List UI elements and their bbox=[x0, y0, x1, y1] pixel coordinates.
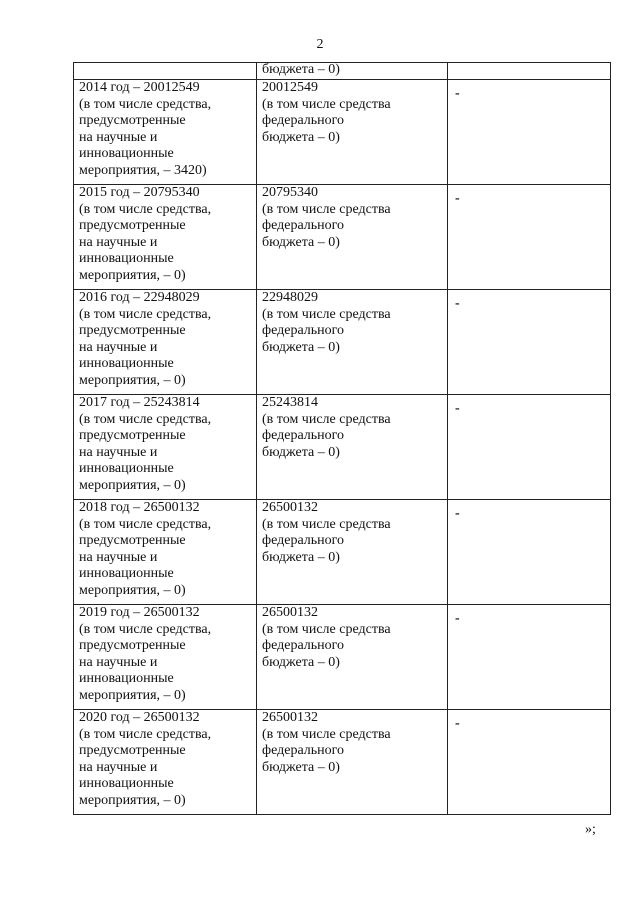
cell-line: (в том числе средства bbox=[262, 621, 391, 637]
cell-line: инновационные bbox=[79, 566, 174, 582]
table-cell-other bbox=[448, 395, 611, 500]
table-cell-year-total bbox=[74, 185, 257, 290]
cell-line: предусмотренные bbox=[79, 743, 186, 759]
cell-line: (в том числе средства, bbox=[79, 516, 212, 532]
dash-mark: - bbox=[455, 611, 460, 626]
cell-line: на научные и bbox=[79, 234, 158, 250]
cell-line: на научные и bbox=[79, 654, 158, 670]
cell-line: 2017 год – 25243814 bbox=[79, 395, 200, 410]
table-cell-other bbox=[448, 185, 611, 290]
table-cell-federal-budget bbox=[257, 710, 448, 815]
cell-line: инновационные bbox=[79, 671, 174, 687]
table-cell-federal-budget bbox=[257, 395, 448, 500]
cell-line: мероприятия, – 0) bbox=[79, 477, 186, 493]
cell-line: мероприятия, – 0) bbox=[79, 372, 186, 388]
cell-line: бюджета – 0) bbox=[262, 654, 340, 670]
cell-line: (в том числе средства bbox=[262, 201, 391, 217]
table-cell-year-total bbox=[74, 63, 257, 80]
table-cell-other bbox=[448, 63, 611, 80]
cell-line: на научные и bbox=[79, 129, 158, 145]
table-cell-other bbox=[448, 80, 611, 185]
cell-line: (в том числе средства, bbox=[79, 726, 212, 742]
table-cell-federal-budget bbox=[257, 80, 448, 185]
cell-line: (в том числе средства, bbox=[79, 411, 212, 427]
table-cell-year-total bbox=[74, 500, 257, 605]
cell-line: (в том числе средства, bbox=[79, 96, 212, 112]
cell-line: 26500132 bbox=[262, 710, 318, 725]
cell-line: 2018 год – 26500132 bbox=[79, 500, 200, 515]
cell-line: 2016 год – 22948029 bbox=[79, 290, 200, 305]
table-cell-year-total bbox=[74, 605, 257, 710]
table-cell-other bbox=[448, 605, 611, 710]
dash-mark: - bbox=[455, 86, 460, 101]
cell-line: на научные и bbox=[79, 444, 158, 460]
table-cell-other bbox=[448, 290, 611, 395]
cell-line: предусмотренные bbox=[79, 533, 186, 549]
cell-line: 20012549 bbox=[262, 80, 318, 95]
cell-line: федерального bbox=[262, 638, 345, 654]
cell-line: предусмотренные bbox=[79, 218, 186, 234]
cell-line: (в том числе средства, bbox=[79, 201, 212, 217]
cell-line: (в том числе средства bbox=[262, 411, 391, 427]
table-cell-year-total bbox=[74, 710, 257, 815]
cell-line: бюджета – 0) bbox=[262, 234, 340, 250]
cell-line: 2014 год – 20012549 bbox=[79, 80, 200, 95]
cell-line: федерального bbox=[262, 743, 345, 759]
table-row bbox=[74, 395, 611, 500]
cell-line: мероприятия, – 0) bbox=[79, 582, 186, 598]
table-row bbox=[74, 80, 611, 185]
cell-line: на научные и bbox=[79, 759, 158, 775]
cell-line: федерального bbox=[262, 428, 345, 444]
cell-line: бюджета – 0) bbox=[262, 129, 340, 145]
dash-mark: - bbox=[455, 296, 460, 311]
cell-line: федерального bbox=[262, 533, 345, 549]
funding-table bbox=[73, 62, 611, 815]
cell-line: на научные и bbox=[79, 339, 158, 355]
cell-line: (в том числе средства, bbox=[79, 306, 212, 322]
cell-line: (в том числе средства bbox=[262, 96, 391, 112]
cell-line: мероприятия, – 3420) bbox=[79, 162, 207, 178]
cell-line: 20795340 bbox=[262, 185, 318, 200]
table-row bbox=[74, 290, 611, 395]
cell-line: 26500132 bbox=[262, 500, 318, 515]
cell-line: инновационные bbox=[79, 356, 174, 372]
cell-line: мероприятия, – 0) bbox=[79, 792, 186, 808]
table-cell-federal-budget bbox=[257, 290, 448, 395]
cell-line: (в том числе средства bbox=[262, 516, 391, 532]
cell-line: федерального bbox=[262, 113, 345, 129]
table-row-continued bbox=[74, 63, 611, 80]
cell-line: мероприятия, – 0) bbox=[79, 267, 186, 283]
dash-mark: - bbox=[455, 506, 460, 521]
dash-mark: - bbox=[455, 191, 460, 206]
cell-line: бюджета – 0) bbox=[262, 549, 340, 565]
table-row bbox=[74, 605, 611, 710]
table-cell-federal-budget bbox=[257, 185, 448, 290]
cell-line: предусмотренные bbox=[79, 323, 186, 339]
cell-line: 2020 год – 26500132 bbox=[79, 710, 200, 725]
cell-line: инновационные bbox=[79, 146, 174, 162]
table-cell-other bbox=[448, 500, 611, 605]
cell-line: федерального bbox=[262, 323, 345, 339]
cell-line: 2019 год – 26500132 bbox=[79, 605, 200, 620]
table-cell-federal-budget bbox=[257, 63, 448, 80]
table-row bbox=[74, 185, 611, 290]
cell-line: бюджета – 0) bbox=[262, 62, 340, 77]
dash-mark: - bbox=[455, 716, 460, 731]
cell-line: предусмотренные bbox=[79, 638, 186, 654]
table-row bbox=[74, 500, 611, 605]
cell-line: (в том числе средства, bbox=[79, 621, 212, 637]
table-cell-federal-budget bbox=[257, 500, 448, 605]
cell-line: инновационные bbox=[79, 776, 174, 792]
table-row bbox=[74, 710, 611, 815]
funding-table-body bbox=[74, 63, 611, 815]
page-number: 2 bbox=[316, 37, 324, 52]
cell-line: 22948029 bbox=[262, 290, 318, 305]
table-cell-year-total bbox=[74, 290, 257, 395]
cell-line: мероприятия, – 0) bbox=[79, 687, 186, 703]
cell-line: 25243814 bbox=[262, 395, 318, 410]
cell-line: бюджета – 0) bbox=[262, 339, 340, 355]
cell-line: федерального bbox=[262, 218, 345, 234]
dash-mark: - bbox=[455, 401, 460, 416]
cell-line: 26500132 bbox=[262, 605, 318, 620]
table-cell-other bbox=[448, 710, 611, 815]
cell-line: 2015 год – 20795340 bbox=[79, 185, 200, 200]
table-cell-year-total bbox=[74, 395, 257, 500]
cell-line: предусмотренные bbox=[79, 113, 186, 129]
cell-line: инновационные bbox=[79, 461, 174, 477]
table-cell-year-total bbox=[74, 80, 257, 185]
cell-line: на научные и bbox=[79, 549, 158, 565]
closing-quote-mark: »; bbox=[585, 822, 596, 837]
cell-line: (в том числе средства bbox=[262, 726, 391, 742]
cell-line: бюджета – 0) bbox=[262, 759, 340, 775]
cell-line: инновационные bbox=[79, 251, 174, 267]
cell-line: (в том числе средства bbox=[262, 306, 391, 322]
cell-line: бюджета – 0) bbox=[262, 444, 340, 460]
table-cell-federal-budget bbox=[257, 605, 448, 710]
cell-line: предусмотренные bbox=[79, 428, 186, 444]
